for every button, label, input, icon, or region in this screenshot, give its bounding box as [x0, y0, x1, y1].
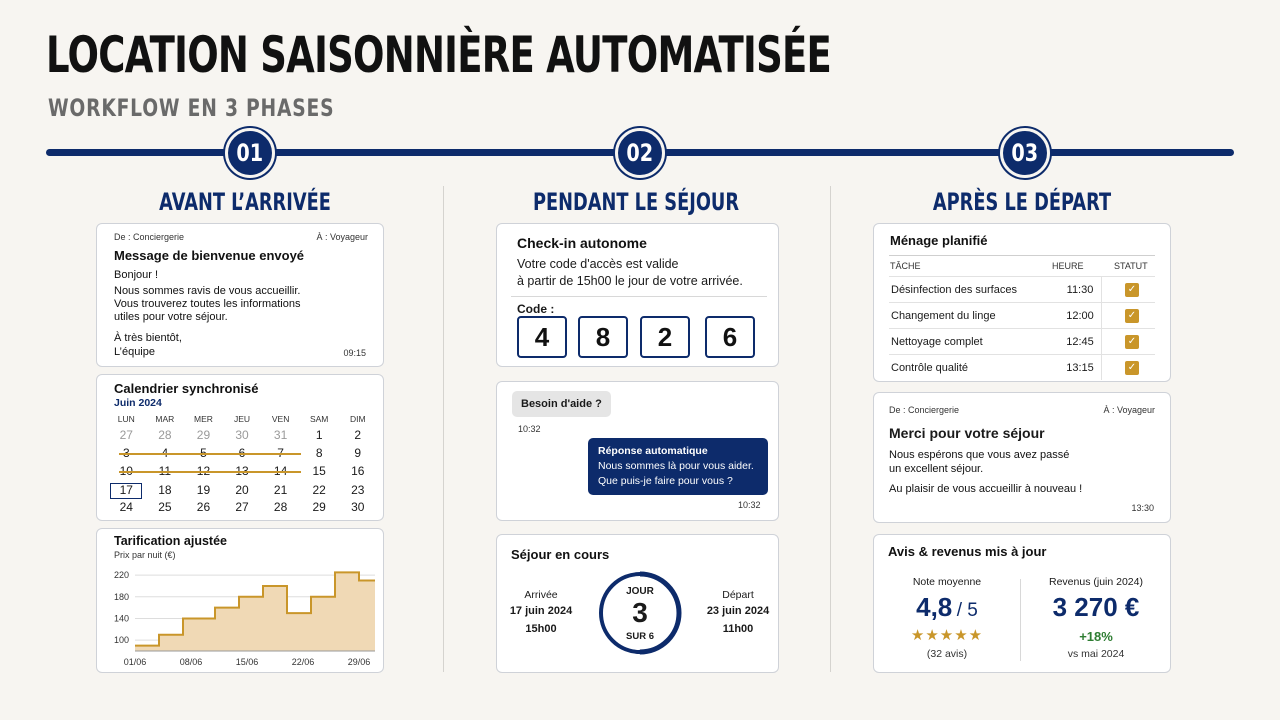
- task-time: 12:00: [1066, 309, 1094, 322]
- auto-reply-time: 10:32: [738, 500, 761, 510]
- x-tick-label: 29/06: [347, 657, 371, 667]
- col-header-task: TÂCHE: [890, 261, 921, 271]
- revenue-value: 3 270 €: [1052, 592, 1140, 622]
- reviews-card: [873, 534, 1171, 673]
- rating-stars: [874, 626, 1020, 644]
- status-check-icon: ✓: [1125, 361, 1139, 375]
- day-total: SUR 6: [626, 631, 654, 642]
- y-tick-label: 100: [113, 635, 129, 646]
- stay-card: [496, 534, 779, 673]
- code-label: Code :: [517, 302, 555, 316]
- star-icon: ★: [925, 627, 940, 644]
- task-time: 11:30: [1066, 283, 1094, 296]
- code-digit: 2: [640, 316, 690, 358]
- message-from: De : Conciergerie: [114, 232, 185, 242]
- rating-display: [874, 592, 1020, 623]
- calendar-card: [96, 374, 384, 521]
- message-line: Nous sommes ravis de vous accueillir.: [114, 285, 301, 297]
- x-tick-label: 01/06: [123, 657, 147, 667]
- star-icon: ★: [910, 627, 926, 644]
- star-icon: ★: [939, 627, 955, 644]
- auto-reply-bubble: [588, 438, 768, 495]
- page-subtitle: WORKFLOW EN 3 PHASES: [48, 94, 335, 122]
- departure-label: Départ: [722, 589, 754, 601]
- checkin-title: Check-in autonome: [517, 235, 647, 251]
- phase-title-1: AVANT L’ARRIVÉE: [159, 188, 331, 216]
- thanks-message-title: Merci pour votre séjour: [889, 425, 1045, 441]
- revenue-growth: +18%: [1079, 629, 1113, 644]
- price-area: [135, 572, 375, 651]
- table-row: [889, 354, 1155, 380]
- auto-reply-line: Nous sommes là pour vous aider.: [598, 460, 754, 472]
- thanks-message-card: [873, 392, 1171, 523]
- message-line: utiles pour votre séjour.: [114, 311, 228, 323]
- separator: [511, 296, 767, 297]
- column-divider: [443, 186, 444, 672]
- calendar-weekdays: LUN MAR MER JEU VEN SAM DIM: [117, 414, 366, 424]
- page-title: LOCATION SAISONNIÈRE AUTOMATISÉE: [46, 26, 832, 84]
- separator: [1020, 579, 1021, 661]
- message-line: un excellent séjour.: [889, 463, 984, 475]
- calendar-week: 8 9: [315, 446, 362, 460]
- cleaning-title: Ménage planifié: [890, 233, 988, 248]
- star-icon: ★: [968, 627, 984, 644]
- y-tick-label: 220: [113, 570, 129, 581]
- task-name: Désinfection des surfaces: [891, 283, 1017, 296]
- message-from: De : Conciergerie: [889, 405, 960, 415]
- phase-title-2: PENDANT LE SÉJOUR: [532, 188, 740, 216]
- pricing-card: [96, 528, 384, 673]
- code-digit: 4: [517, 316, 567, 358]
- y-tick-label: 140: [113, 613, 129, 624]
- checkin-text: Votre code d'accès est valide: [517, 257, 679, 271]
- table-row: [889, 302, 1155, 328]
- x-tick-label: 22/06: [291, 657, 315, 667]
- arrival-time: 15h00: [525, 623, 557, 635]
- rating-max: / 5: [956, 600, 978, 621]
- reviews-count: (32 avis): [926, 648, 968, 660]
- message-greeting: Bonjour !: [114, 269, 159, 281]
- message-time: 13:30: [1131, 503, 1154, 513]
- phase-badge-3: 03: [1000, 128, 1050, 178]
- phase-badge-2: 02: [615, 128, 665, 178]
- task-name: Changement du linge: [891, 309, 996, 322]
- star-icon: ★: [954, 627, 969, 644]
- table-header-line: [889, 255, 1155, 256]
- price-chart: [97, 529, 385, 674]
- table-row: [889, 276, 1155, 302]
- x-tick-label: 15/06: [235, 657, 259, 667]
- pricing-title: Tarification ajustée: [114, 534, 227, 548]
- departure-date: 23 juin 2024: [706, 605, 770, 617]
- task-name: Nettoyage complet: [891, 335, 983, 348]
- message-signature: L’équipe: [114, 346, 155, 358]
- message-to: À : Voyageur: [316, 232, 368, 242]
- guest-message-bubble: Besoin d'aide ?: [512, 391, 611, 417]
- phase-badge-1: 01: [225, 128, 275, 178]
- y-tick-label: 180: [113, 591, 129, 602]
- calendar-week: 27 28 29 30 31 1 2: [119, 428, 362, 442]
- col-header-status: STATUT: [1114, 261, 1148, 271]
- status-check-icon: ✓: [1125, 335, 1139, 349]
- welcome-message-title: Message de bienvenue envoyé: [114, 248, 305, 263]
- column-divider: [830, 186, 831, 672]
- task-time: 12:45: [1066, 335, 1094, 348]
- booked-range-line: [119, 453, 301, 455]
- rating-label: Note moyenne: [912, 576, 982, 588]
- task-time: 13:15: [1066, 361, 1094, 374]
- calendar-title: Calendrier synchronisé: [114, 381, 259, 396]
- message-to: À : Voyageur: [1103, 405, 1155, 415]
- revenue-label: Revenus (juin 2024): [1049, 576, 1143, 588]
- message-closing: À très bientôt,: [114, 332, 182, 344]
- day-value: 3: [632, 597, 648, 628]
- auto-reply-title: Réponse automatique: [598, 445, 708, 457]
- x-tick-label: 08/06: [179, 657, 203, 667]
- task-name: Contrôle qualité: [891, 361, 969, 374]
- revenue-growth-ref: vs mai 2024: [1067, 648, 1125, 660]
- calendar-month: Juin 2024: [114, 397, 162, 409]
- reviews-title: Avis & revenus mis à jour: [888, 544, 1047, 559]
- welcome-message-card: [96, 223, 384, 367]
- code-digit: 8: [578, 316, 628, 358]
- auto-reply-line: Que puis-je faire pour vous ?: [598, 475, 733, 487]
- code-digit: 6: [705, 316, 755, 358]
- arrival-label: Arrivée: [524, 589, 558, 601]
- booked-range-line: [119, 471, 301, 473]
- message-line: Au plaisir de vous accueillir à nouveau !: [889, 483, 1083, 495]
- calendar-week: 17 18 19 20 21 22 23: [119, 483, 365, 497]
- day-label: JOUR: [626, 586, 654, 597]
- message-time: 09:15: [343, 348, 366, 358]
- checkin-text: à partir de 15h00 le jour de votre arrivée.: [517, 274, 743, 288]
- stay-title: Séjour en cours: [511, 547, 610, 562]
- status-check-icon: ✓: [1125, 309, 1139, 323]
- col-header-time: HEURE: [1052, 261, 1084, 271]
- calendar-week: 15 16: [312, 464, 365, 478]
- status-check-icon: ✓: [1125, 283, 1139, 297]
- departure-time: 11h00: [722, 623, 754, 635]
- guest-message-time: 10:32: [518, 424, 541, 434]
- table-row: [889, 328, 1155, 354]
- rating-value: 4,8: [916, 592, 953, 622]
- message-line: Vous trouverez toutes les informations: [114, 298, 301, 310]
- pricing-unit: Prix par nuit (€): [114, 550, 176, 560]
- message-line: Nous espérons que vous avez passé: [889, 449, 1070, 461]
- calendar-week: 24 25 26 27 28 29 30: [119, 500, 365, 514]
- phase-title-3: APRÈS LE DÉPART: [932, 188, 1112, 216]
- arrival-date: 17 juin 2024: [509, 605, 573, 617]
